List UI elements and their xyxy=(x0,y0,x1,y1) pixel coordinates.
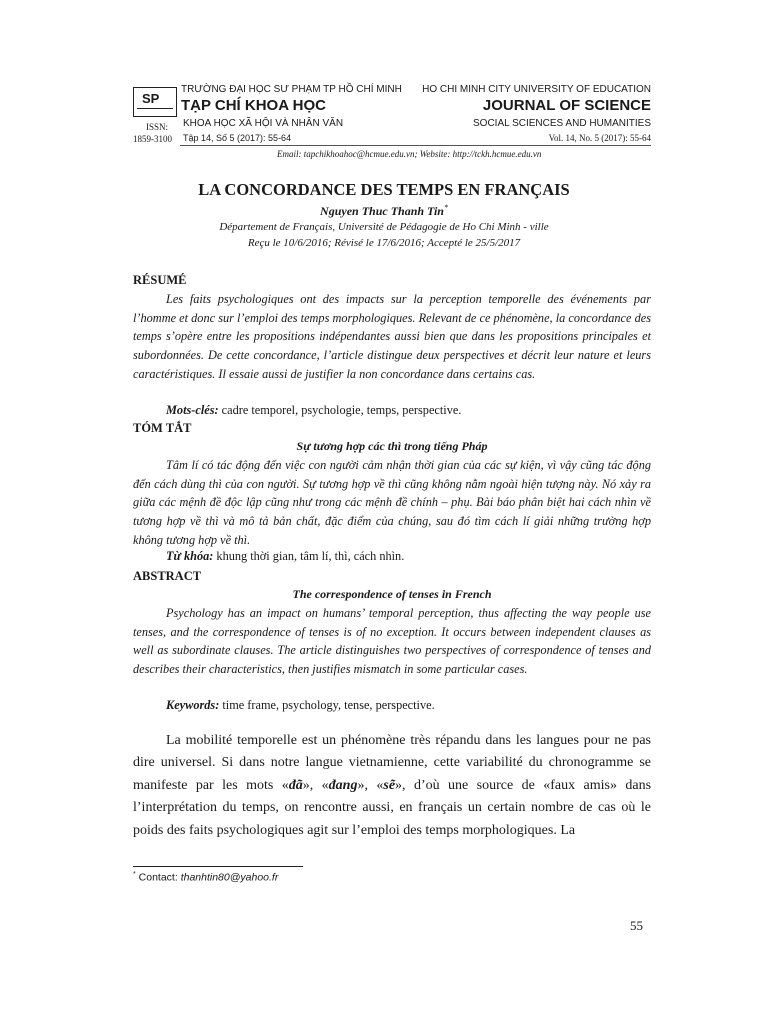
tomtat-text: Tâm lí có tác động đến việc con người cảm nhận thời gian của các sự kiện, vì vậy cũng tác động đến cách dùng thì của con người. Sự tương hợp về thì cũng không nằm ngoài hiện tượng này. Nó xảy ra giữa các mệnh đề độc lập cũng như trong các mệnh đề chính – phụ. Bài báo phân biệt hai cách nhìn về tương hợp về thì và mô tả bản chất, đặc điểm của chúng, sau đó tìm cách lí giải những trường hợp không tương hợp về thì. xyxy=(133,458,651,547)
page-number: 55 xyxy=(630,918,643,933)
abstract-keywords-label: Keywords: xyxy=(166,698,220,712)
resume-keywords-label: Mots-clés: xyxy=(166,403,219,417)
abstract-subtitle: The correspondence of tenses in French xyxy=(292,587,492,601)
tomtat-keywords-value: khung thời gian, tâm lí, thì, cách nhìn. xyxy=(213,549,405,563)
body-sep-1: », « xyxy=(302,777,329,793)
resume-heading: RÉSUMÉ xyxy=(133,273,187,287)
resume-keywords-value: cadre temporel, psychologie, temps, perspective. xyxy=(218,403,462,417)
abstract-text: Psychology has an impact on humans’ temporal perception, thus affecting the way people use tenses, and the correspondence of tenses is of no exception. It occurs between independent clauses as well as subordinate clauses. The article distinguishes two perspectives of correspondence of tenses and describes their characteristics, then justifies mismatch in some particular cases. xyxy=(133,606,651,677)
logo-rule xyxy=(137,108,173,109)
footnote-label: Contact: xyxy=(135,871,181,884)
article-author xyxy=(0,203,768,219)
body-paragraph xyxy=(133,730,651,842)
author-footnote-mark: * xyxy=(443,203,448,212)
footnote-divider xyxy=(133,866,303,867)
body-sep-2: », « xyxy=(357,777,384,793)
header-left-volume: Tập 14, Số 5 (2017): 55-64 xyxy=(183,133,292,143)
body-text-part-1: La mobilité temporelle est un phénomène très répandu dans les langues pour ne pas dire universel. Si dans notre langue vietnamienne, cette variabilité du chronogramme se manifeste par les mots « xyxy=(133,733,651,793)
author-name: Nguyen Thuc Thanh Tin xyxy=(320,204,444,218)
word-da: đã xyxy=(288,777,303,793)
article-dates: Reçu le 10/6/2016; Révisé le 17/6/2016; Accepté le 25/5/2017 xyxy=(247,237,521,249)
tomtat-keywords xyxy=(166,549,404,564)
logo-text: SP xyxy=(142,91,160,106)
article-title: LA CONCORDANCE DES TEMPS EN FRANÇAIS xyxy=(198,180,570,199)
abstract-heading: ABSTRACT xyxy=(133,569,202,583)
resume-text: Les faits psychologiques ont des impacts sur la perception temporelle des événements par l’homme et donc sur l’emploi des temps morphologiques. Relevant de ce phénomène, la concordance des temps s’opère entre les propositions indépendantes aussi bien que dans les propositions principales et subordonnées. De cette concordance, l’article distingue deux perspectives et décrit leur nature et leurs caractéristiques. Il essaie aussi de justifier la non concordance dans certains cas. xyxy=(133,292,651,381)
abstract-keywords xyxy=(166,698,435,713)
header-right-volume: Vol. 14, No. 5 (2017): 55-64 xyxy=(548,133,651,143)
tomtat-keywords-label: Từ khóa: xyxy=(166,549,214,563)
footnote xyxy=(133,871,278,884)
header-right-section: SOCIAL SCIENCES AND HUMANITIES xyxy=(473,118,651,129)
header-left-section: KHOA HỌC XÃ HỘI VÀ NHÂN VĂN xyxy=(183,118,344,129)
header-contact-line: Email: tapchikhoahoc@hcmue.edu.vn; Website: http://tckh.hcmue.edu.vn xyxy=(277,149,542,159)
footnote-mark: * xyxy=(133,871,136,878)
footnote-email: thanhtin80@yahoo.fr xyxy=(180,871,279,884)
tomtat-heading: TÓM TẮT xyxy=(133,421,192,435)
issn-number: 1859-3100 xyxy=(133,134,172,144)
tomtat-subtitle: Sự tương hợp các thì trong tiếng Pháp xyxy=(296,439,488,453)
header-left-journal: TẠP CHÍ KHOA HỌC xyxy=(181,97,327,114)
article-affiliation: Département de Français, Université de Pédagogie de Ho Chi Minh - ville xyxy=(219,221,549,233)
university-logo xyxy=(133,87,177,117)
word-se: sẽ xyxy=(383,777,396,793)
word-dang: đang xyxy=(328,777,358,793)
header-divider xyxy=(180,145,651,146)
body-text-part-2: », d’où une source de «faux amis» dans l’interprétation du temps, on rencontre aussi, en français un certain nombre de cas où le poids des faits psychologiques agit sur l’emploi des temps morphologiques. La xyxy=(133,777,652,838)
abstract-keywords-value: time frame, psychology, tense, perspective. xyxy=(219,698,435,712)
resume-keywords xyxy=(166,403,461,418)
header-left-university: TRƯỜNG ĐẠI HỌC SƯ PHẠM TP HỒ CHÍ MINH xyxy=(181,84,402,95)
header-right-university: HO CHI MINH CITY UNIVERSITY OF EDUCATION xyxy=(422,84,651,95)
issn-label: ISSN: xyxy=(146,122,169,132)
header-right-journal: JOURNAL OF SCIENCE xyxy=(482,97,651,114)
